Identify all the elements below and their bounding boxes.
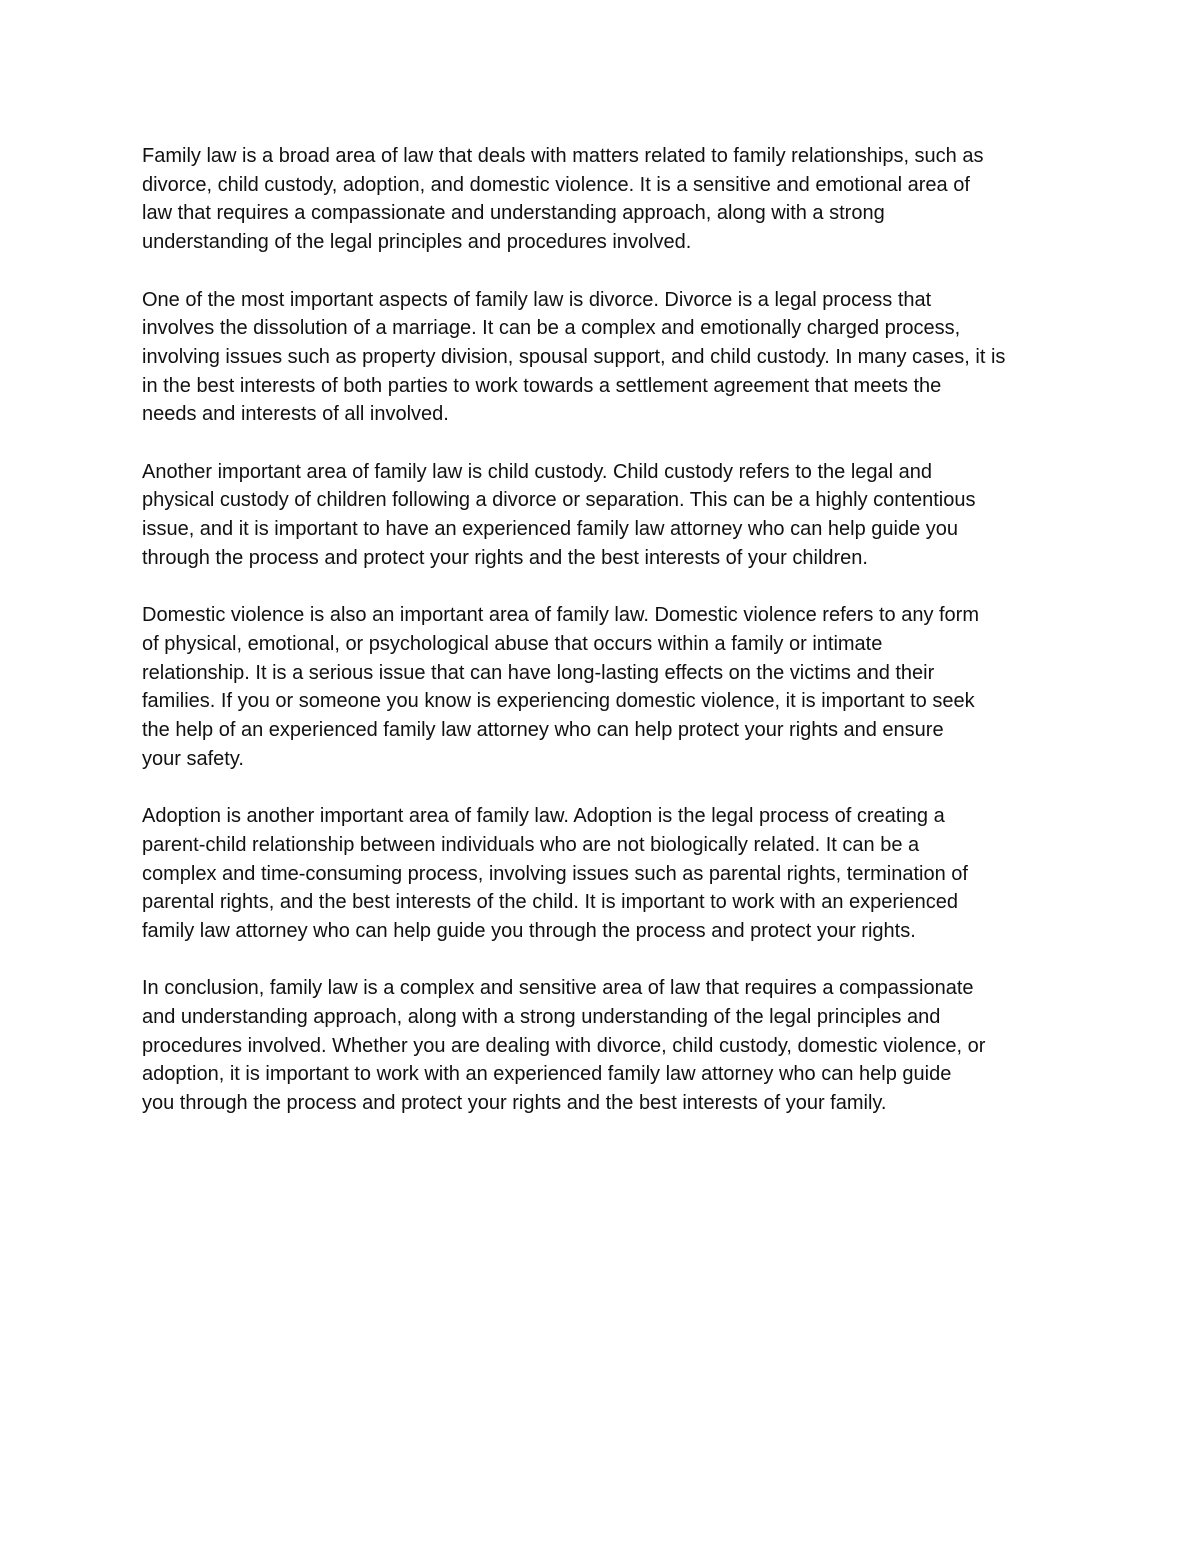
paragraph-adoption — [142, 802, 1072, 946]
paragraph-intro — [142, 142, 1072, 257]
text-line: Family law is a broad area of law that deals with matters related to family relationships, such as — [142, 145, 984, 167]
text-line: of physical, emotional, or psychological abuse that occurs within a family or intimate — [142, 632, 883, 655]
paragraph-child-custody — [142, 458, 1072, 573]
text-line: complex and time-consuming process, involving issues such as parental rights, termination of — [142, 862, 968, 885]
text-line: in the best interests of both parties to work towards a settlement agreement that meets the — [142, 374, 942, 397]
text-line: and understanding approach, along with a strong understanding of the legal principles and — [142, 1006, 941, 1029]
text-line: you through the process and protect your rights and the best interests of your family. — [142, 1092, 887, 1115]
text-line: issue, and it is important to have an experienced family law attorney who can help guide you — [142, 518, 959, 541]
text-line: understanding of the legal principles and procedures involved. — [142, 231, 692, 254]
text-line: involving issues such as property division, spousal support, and child custody. In many cases, it is — [142, 345, 1006, 368]
paragraph-divorce — [142, 286, 1072, 430]
text-line: procedures involved. Whether you are dealing with divorce, child custody, domestic violence, or — [142, 1034, 986, 1057]
document-body — [142, 142, 1072, 1147]
text-line: the help of an experienced family law attorney who can help protect your rights and ensure — [142, 719, 944, 742]
text-line: relationship. It is a serious issue that can have long-lasting effects on the victims and their — [142, 661, 935, 684]
text-line: your safety. — [142, 747, 244, 770]
text-line: Adoption is another important area of family law. Adoption is the legal process of creating a — [142, 805, 945, 828]
text-line: One of the most important aspects of family law is divorce. Divorce is a legal process that — [142, 288, 932, 311]
text-line: families. If you or someone you know is experiencing domestic violence, it is important to seek — [142, 690, 975, 713]
text-line: Another important area of family law is child custody. Child custody refers to the legal and — [142, 460, 933, 483]
paragraph-domestic-violence — [142, 601, 1072, 773]
text-line: adoption, it is important to work with an experienced family law attorney who can help guide — [142, 1063, 952, 1086]
text-line: involves the dissolution of a marriage. It can be a complex and emotionally charged process, — [142, 317, 961, 340]
paragraph-conclusion — [142, 974, 1072, 1118]
text-line: parent-child relationship between individuals who are not biologically related. It can be a — [142, 833, 920, 856]
text-line: law that requires a compassionate and understanding approach, along with a strong — [142, 202, 885, 225]
text-line: In conclusion, family law is a complex and sensitive area of law that requires a compassionate — [142, 977, 974, 1000]
text-line: needs and interests of all involved. — [142, 403, 449, 426]
text-line: through the process and protect your rights and the best interests of your children. — [142, 546, 868, 569]
text-line: Domestic violence is also an important area of family law. Domestic violence refers to any form — [142, 604, 980, 627]
text-line: parental rights, and the best interests of the child. It is important to work with an experienced — [142, 891, 958, 914]
text-line: divorce, child custody, adoption, and domestic violence. It is a sensitive and emotional area of — [142, 173, 970, 196]
text-line: family law attorney who can help guide you through the process and protect your rights. — [142, 919, 916, 942]
text-line: physical custody of children following a divorce or separation. This can be a highly contentious — [142, 489, 976, 512]
